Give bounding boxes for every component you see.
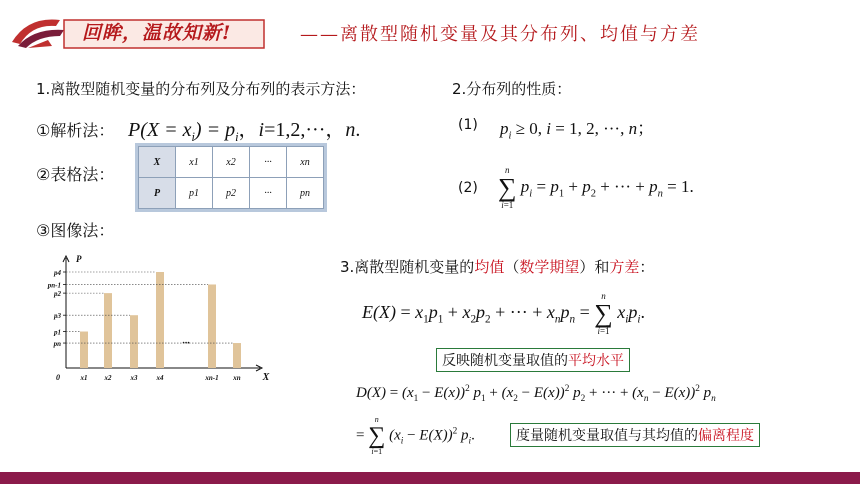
distribution-bar-chart	[40, 250, 280, 390]
mean-term: 均值	[474, 258, 505, 276]
property1-label: (1)	[458, 117, 478, 133]
mean-formula: $E(X) = x_1p_1 + x_2p_2$ + ··· + $x_np_n$ = n ∑ i=1 $x_ip_i$.	[362, 291, 645, 336]
table-cell: P	[139, 178, 176, 209]
chart-bar	[80, 332, 88, 368]
method3-label: ③图像法：	[36, 221, 115, 240]
mean-box-text: 反映随机变量取值的	[442, 353, 568, 369]
heading-colon: ：	[639, 258, 655, 276]
bottom-bar	[0, 472, 860, 484]
table-cell: ···	[250, 178, 287, 209]
x-tick-label: xn-1	[205, 374, 219, 382]
table-cell: x2	[213, 147, 250, 178]
x-tick-label: x4	[156, 374, 164, 382]
x-tick-label: xn	[233, 374, 241, 382]
section3-heading-prefix: 3.离散型随机变量的	[340, 258, 475, 276]
table-row	[139, 178, 324, 209]
distribution-table	[138, 146, 324, 209]
section2-heading: 2.分布列的性质：	[452, 80, 572, 98]
table-cell: p1	[176, 178, 213, 209]
chart-bar	[130, 315, 138, 368]
table-cell: pn	[287, 178, 324, 209]
property1-formula: $p_i \ge 0$, i = 1, 2, ···, n；	[500, 119, 655, 142]
variance-box-highlight: 偏离程度	[698, 428, 754, 444]
y-tick-label: pn-1	[47, 281, 61, 290]
mean-box-highlight: 平均水平	[568, 353, 624, 369]
table-cell: p2	[213, 178, 250, 209]
y-tick-label: p2	[54, 290, 61, 299]
x-tick-label: x2	[104, 374, 112, 382]
origin-label: 0	[56, 373, 60, 382]
y-tick-label: p1	[54, 328, 61, 337]
section3-heading	[340, 256, 654, 277]
mean-meaning-box	[436, 348, 630, 372]
chart-bar	[233, 343, 241, 368]
chart-bar	[104, 293, 112, 368]
table-cell: ···	[250, 147, 287, 178]
property2-formula: n ∑ i=1 $p_i = p_1 + p_2$ + ··· + $p_n = 1$.	[498, 165, 694, 210]
table-cell: X	[139, 147, 176, 178]
table-cell: x1	[176, 147, 213, 178]
ellipsis-label: ···	[182, 338, 190, 349]
table-row	[139, 147, 324, 178]
paren-open: （	[504, 258, 520, 276]
variance-formula-line1: $D(X) = (x_1 - E(x))^2$ $p_1 + (x_2 - E(x))^2$ $p_2$ + ··· + $(x_n - E(x))^2$ $p_n$	[356, 384, 716, 404]
x-tick-label: x1	[80, 374, 88, 382]
y-tick-label: pn	[53, 340, 61, 349]
formula-analytic: $P(X = x_i) = p_i$，i=1,2,···，n.	[128, 119, 361, 144]
method1-label: ①解析法：	[36, 121, 115, 140]
table-cell: xn	[287, 147, 324, 178]
chart-bar	[208, 284, 216, 368]
y-axis-label: P	[76, 254, 82, 264]
section1-heading: 1.离散型随机变量的分布列及分布列的表示方法：	[36, 80, 366, 98]
page-subtitle: ——离散型随机变量及其分布列、均值与方差	[300, 24, 700, 45]
property2-label: (2)	[458, 180, 478, 196]
x-tick-label: x3	[130, 374, 138, 382]
expectation-term: 数学期望	[519, 258, 580, 276]
y-tick-label: p4	[54, 269, 61, 277]
page-title: 回眸，温故知新!	[82, 22, 232, 44]
paren-close: ）和	[579, 258, 610, 276]
variance-formula-line2: = n ∑ i=1 $(x_i - E(X))^2$ $p_i$.	[356, 415, 475, 456]
method2-label: ②表格法：	[36, 165, 115, 184]
y-tick-label: p3	[54, 312, 61, 321]
chart-bar	[156, 272, 164, 368]
x-axis-label: X	[262, 372, 270, 383]
variance-term: 方差	[609, 258, 640, 276]
variance-meaning-box	[510, 423, 760, 447]
variance-box-text: 度量随机变量取值与其均值的	[516, 428, 698, 444]
